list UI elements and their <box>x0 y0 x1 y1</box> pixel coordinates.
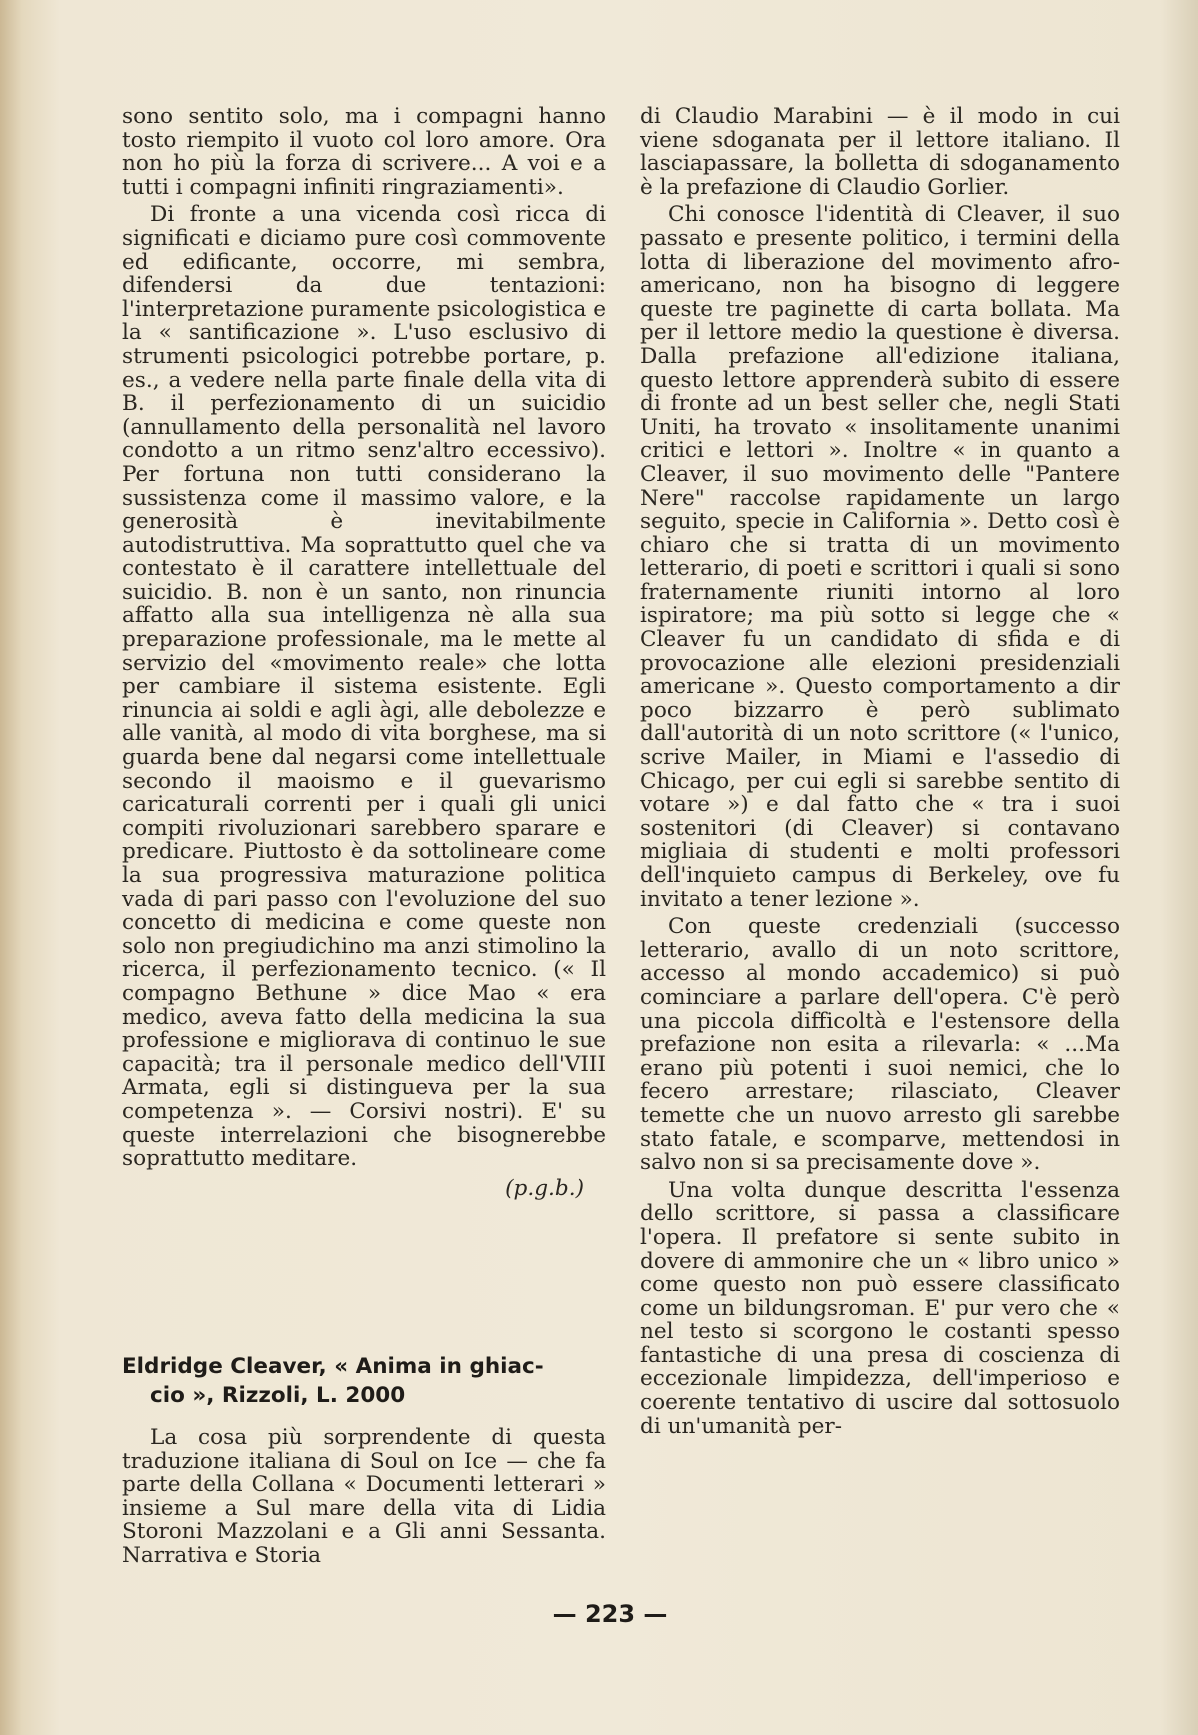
left-column <box>122 105 606 1200</box>
right-paragraph-4: Una volta dunque descritta l'essenza dello scrittore, si passa a classificare l'opera. Il prefatore si sente subito in dovere di ammonire che un « libro unico » come questo non può essere classificato come un bildungsroman. E' pur vero che « nel testo si scorgono le costanti spesso fantastiche di una presa di coscienza di eccezionale limpidezza, dell'imperioso e coerente tentativo di uscire dal sottosuolo di un'umanità per- <box>640 1177 1120 1439</box>
review-body <box>122 1426 606 1568</box>
left-paragraph-2: Di fronte a una vicenda così ricca di significati e diciamo pure così commovente ed edificante, occorre, mi sembra, difendersi da due tentazioni: l'interpretazione puramente psicologistica e la « santificazione ». L'uso esclusivo di strumenti psicologici potrebbe portare, p. es., a vedere nella parte finale della vita di B. il perfezionamento di un suicidio (annullamento della personalità nel lavoro condotto a un ritmo senz'altro eccessivo). Per fortuna non tutti considerano la sussistenza come il massimo valore, e la generosità è inevitabilmente autodistruttiva. Ma soprattutto quel che va contestato è il carattere intellettuale del suicidio. B. non è un santo, non rinuncia affatto alla sua intelligenza nè alla sua preparazione professionale, ma le mette al servizio del «movimento reale» che lotta per cambiare il sistema esistente. Egli rinuncia ai soldi e agli àgi, alle debolezze e alle vanità, al modo di vita borghese, ma si guarda bene dal negarsi come intellettuale secondo il maoismo e il guevarismo caricaturali correnti per i quali gli unici compiti rivoluzionari sarebbero sparare e predicare. Piuttosto è da sottolineare come la sua progressiva maturazione politica vada di pari passo con l'evoluzione del suo concetto di medicina e come queste non solo non pregiudichino ma anzi stimolino la ricerca, il perfezionamento tecnico. (« Il compagno Bethune » dice Mao « era medico, aveva fatto della medicina la sua professione e migliorava di continuo le sue capacità; tra il personale medico dell'VIII Armata, egli si distingueva per la sua competenza ». — Corsivi nostri). E' su queste interrelazioni che bisognerebbe soprattutto meditare. <box>122 202 606 1172</box>
page-number: — 223 — <box>552 1600 668 1628</box>
right-column <box>640 105 1120 1438</box>
review-heading-line-2: cio », Rizzoli, L. 2000 <box>150 1383 406 1408</box>
review-paragraph-1: La cosa più sorprendente di questa traduzione italiana di Soul on Ice — che fa parte della Collana « Documenti letterari » insieme a Sul mare della vita di Lidia Storoni Mazzolani e a Gli anni Sessanta. Narrativa e Storia <box>122 1425 606 1568</box>
right-paragraph-1: di Claudio Marabini — è il modo in cui viene sdoganata per il lettore italiano. Il lasciapassare, la bolletta di sdoganamento è la prefazione di Claudio Gorlier. <box>640 104 1120 200</box>
left-paragraph-1: sono sentito solo, ma i compagni hanno tosto riempito il vuoto col loro amore. Ora non ho più la forza di scrivere... A voi e a tutti i compagni infiniti ringraziamenti». <box>122 104 606 200</box>
review-heading <box>122 1352 606 1410</box>
right-paragraph-2: Chi conosce l'identità di Cleaver, il suo passato e presente politico, i termini della lotta di liberazione del movimento afro-americano, non ha bisogno di leggere queste tre paginette di carta bollata. Ma per il lettore medio la questione è diversa. Dalla prefazione all'edizione italiana, questo lettore apprenderà subito di essere di fronte ad un best seller che, negli Stati Uniti, ha trovato « insolitamente unanimi critici e lettori ». Inoltre « in quanto a Cleaver, il suo movimento delle "Pantere Nere" raccolse rapidamente un largo seguito, specie in California ». Detto così è chiaro che si tratta di un movimento letterario, di poeti e scrittori i quali si sono fraternamente riuniti intorno al loro ispiratore; ma più sotto si legge che « Cleaver fu un candidato di sfida e di provocazione alle elezioni presidenziali americane ». Questo comportamento a dir poco bizzarro è però sublimato dall'autorità di un noto scrittore (« l'unico, scrive Mailer, in Miami e l'assedio di Chicago, per cui egli si sarebbe sentito di votare ») e dal fatto che « tra i suoi sostenitori (di Cleaver) si contavano migliaia di studenti e molti professori dell'inquieto campus di Berkeley, ove fu invitato a tener lezione ». <box>640 202 1120 912</box>
author-signature: (p.g.b.) <box>505 1175 584 1201</box>
right-paragraph-3: Con queste credenziali (successo letterario, avallo di un noto scrittore, accesso al mondo accademico) si può cominciare a parlare dell'opera. C'è però una piccola difficoltà e l'estensore della prefazione non esita a rilevarla: « ...Ma erano più potenti i suoi nemici, che lo fecero arrestare; rilasciato, Cleaver temette che un nuovo arresto gli sarebbe stato fatale, e scomparve, mettendosi in salvo non si sa precisamente dove ». <box>640 914 1120 1176</box>
review-heading-line-1: Eldridge Cleaver, « Anima in ghiac- <box>122 1354 544 1379</box>
